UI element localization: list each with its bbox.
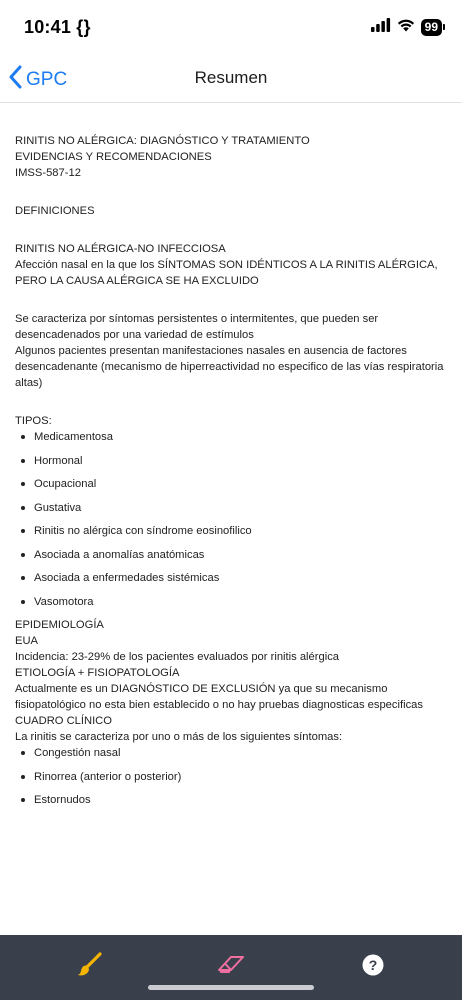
characterization-text: Se caracteriza por síntomas persistentes o intermitentes, que pueden ser desencadenados por una variedad de estímulos	[15, 313, 379, 341]
status-time: 10:41 {}	[24, 17, 91, 37]
etiology-text: Actualmente es un DIAGNÓSTICO DE EXCLUSIÓN ya que su mecanismo fisiopatológico no esta bien establecido o no hay pruebas diagnosticas especificas	[15, 683, 423, 711]
document-subtitle: EVIDENCIAS Y RECOMENDACIONES	[15, 151, 212, 163]
section-heading-etiologia: ETIOLOGÍA + FISIOPATOLOGÍA	[15, 667, 180, 679]
tipos-list	[15, 429, 445, 617]
list-item: Ocupacional	[15, 476, 445, 500]
section-heading-definiciones: DEFINICIONES	[15, 205, 95, 217]
hyperreactivity-text: Algunos pacientes presentan manifestaciones nasales en ausencia de factores desencadenante (mecanismo de hiperreactividad no especifico de las vías respiratoria altas)	[15, 345, 444, 389]
home-indicator	[148, 985, 314, 990]
list-item: Gustativa	[15, 500, 445, 524]
incidence-text: Incidencia: 23-29% de los pacientes evaluados por rinitis alérgica	[15, 651, 340, 663]
list-item: Medicamentosa	[15, 429, 445, 453]
help-button[interactable]	[357, 951, 389, 983]
help-icon	[361, 953, 385, 982]
back-label: GPC	[26, 68, 68, 90]
eraser-button[interactable]	[215, 951, 247, 983]
list-item: Rinorrea (anterior o posterior)	[15, 769, 445, 793]
paintbrush-icon	[75, 951, 103, 984]
status-bar	[0, 0, 462, 56]
paintbrush-button[interactable]	[73, 951, 105, 983]
symptoms-list	[15, 745, 445, 816]
battery-indicator: 99	[421, 19, 442, 36]
summary-content[interactable]	[15, 103, 445, 935]
page-title: Resumen	[194, 68, 268, 87]
definition-text: Afección nasal en la que los SÍNTOMAS SON IDÉNTICOS A LA RINITIS ALÉRGICA, PERO LA CAUSA ALÉRGICA SE HA EXCLUIDO	[15, 259, 438, 287]
cellular-signal-icon	[371, 18, 391, 37]
list-item: Hormonal	[15, 453, 445, 477]
section-subheading: RINITIS NO ALÉRGICA-NO INFECCIOSA	[15, 243, 226, 255]
document-title: RINITIS NO ALÉRGICA: DIAGNÓSTICO Y TRATAMIENTO	[15, 135, 310, 147]
region-label: EUA	[15, 635, 39, 647]
section-heading-tipos: TIPOS:	[15, 415, 52, 427]
list-item: Vasomotora	[15, 594, 445, 618]
bottom-toolbar	[0, 935, 462, 1000]
list-item: Estornudos	[15, 792, 445, 816]
list-item: Asociada a enfermedades sistémicas	[15, 570, 445, 594]
clinical-picture-text: La rinitis se caracteriza por uno o más de los siguientes síntomas:	[15, 731, 343, 743]
navigation-bar	[0, 56, 462, 103]
section-heading-cuadro-clinico: CUADRO CLÍNICO	[15, 715, 112, 727]
eraser-icon	[216, 953, 246, 982]
svg-text:?: ?	[368, 956, 378, 973]
section-heading-epidemiologia: EPIDEMIOLOGÍA	[15, 619, 104, 631]
list-item: Congestión nasal	[15, 745, 445, 769]
document-code: IMSS-587-12	[15, 167, 81, 179]
list-item: Asociada a anomalías anatómicas	[15, 547, 445, 571]
wifi-icon	[397, 18, 415, 37]
list-item: Rinitis no alérgica con síndrome eosinofilico	[15, 523, 445, 547]
status-icons	[371, 18, 442, 37]
